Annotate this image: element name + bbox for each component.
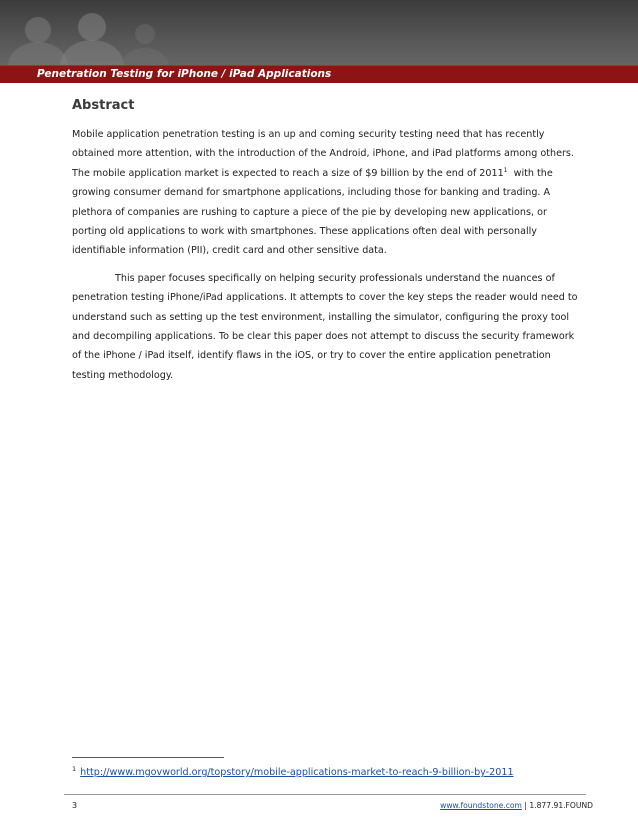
abstract-paragraph-1 (72, 125, 584, 261)
footer-separator: | (521, 801, 530, 810)
website-link[interactable]: www.foundstone.com (440, 801, 522, 810)
page-number: 3 (72, 801, 78, 810)
footnote-link[interactable]: http://www.mgovworld.org/topstory/mobile-applications-market-to-reach-9-billion-by-2011 (80, 767, 514, 778)
paragraph-1-text-start: Mobile application penetration testing is an up and coming security testing need that has recently obtained more attention, with the introduction of the Android, iPhone, and iPad platforms among others. The mobile application market is expected to reach a size of $9 billion by the end of 2011 (72, 129, 574, 179)
footer-contact (440, 801, 593, 810)
footnote-number: 1 (72, 765, 77, 773)
section-heading: Abstract (72, 98, 135, 113)
abstract-paragraph-2: This paper focuses specifically on helping security professionals understand the nuances of penetration testing iPhone/iPad applications. It attempts to cover the key steps the reader would need to understand such as setting up the test environment, installing the simulator, configuring the proxy tool and decompiling applications. To be clear this paper does not attempt to discuss the security framework of the iPhone / iPad itself, identify flaws in the iOS, or try to cover the entire application penetration testing methodology. (72, 272, 578, 381)
footer-divider (64, 794, 586, 795)
document-title: Penetration Testing for iPhone / iPad Applications (37, 68, 332, 80)
header-people-image (0, 0, 200, 66)
phone-number: 1.877.91.FOUND (529, 801, 593, 810)
footnote (72, 765, 514, 778)
footnote-divider (72, 757, 224, 758)
main-content (72, 98, 584, 385)
paragraph-1-text-end: with the growing consumer demand for smartphone applications, including those for banking and trading. A plethora of companies are rushing to capture a piece of the pie by developing new applications, or porting old applications to work with smartphones. These applications often deal with personally identifiable information (PII), credit card and other sensitive data. (72, 167, 556, 257)
footnote-reference[interactable]: 1 (503, 166, 508, 174)
